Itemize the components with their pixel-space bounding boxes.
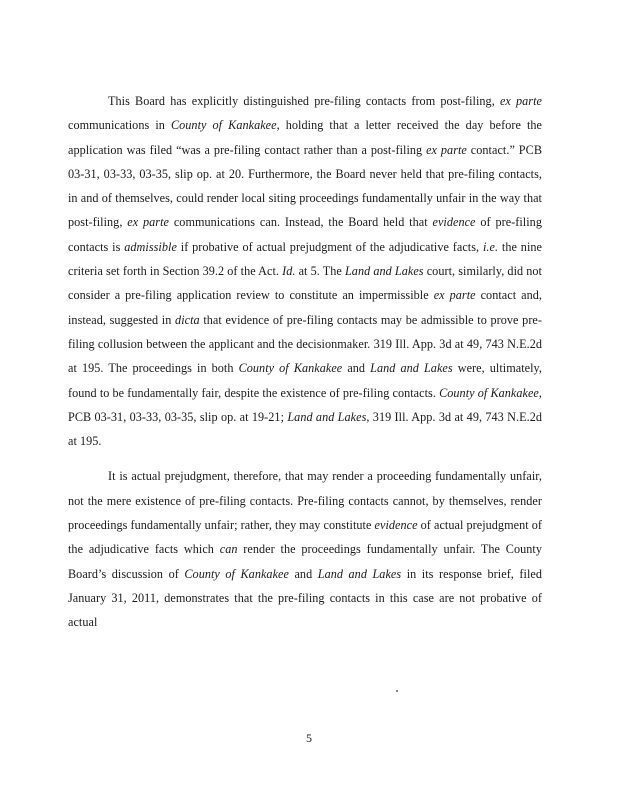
paragraph-1 [68,89,542,453]
text-run: if probative of actual prejudgment of the adjudicative facts, [176,239,483,254]
text-run: , holding that a letter received the day before the application was filed “was a pre-filing contact rather than a post-filing [68,118,543,157]
italic-run: ex parte [426,142,467,157]
italic-run: Land and Lakes [370,361,453,376]
text-run: communications can. Instead, the Board held that [169,215,433,230]
text-run: court, similarly, did not consider a pre-filing application review to constitute an impermissible [68,264,542,303]
text-run: and [342,361,371,376]
scan-speck [396,690,398,692]
italic-run: can [219,542,238,557]
text-run: , 319 Ill. App. 3d at 49, 743 N.E.2d at 195. [68,409,542,449]
page-number: 5 [306,731,312,745]
document-body [68,89,542,635]
italic-run: evidence [374,518,418,533]
text-run: that evidence of pre-filing contacts may be admissible to prove pre-filing collusion between the applicant and the decisionmaker. 319 Ill. App. 3d at 49, 743 N.E.2d at 195. The proceedings in both [68,312,542,376]
italic-run: ex parte [127,215,169,230]
paragraph-2 [68,464,542,634]
italic-run: i.e. [482,239,499,254]
italic-run: Id. [282,264,296,279]
italic-run: Land and Lakes [287,409,367,424]
text-run: of pre-filing contacts is [68,215,542,254]
italic-run: Land and Lakes [344,264,424,279]
text-run: This Board has explicitly distinguished pre-filing contacts from post-filing, [108,94,500,108]
italic-run: County of Kankakee [439,385,539,400]
text-run: communications in [68,118,171,133]
italic-run: ex parte [499,94,542,108]
italic-run: evidence [432,215,476,230]
italic-run: admissible [124,239,177,254]
italic-run: County of Kankakee [184,566,289,581]
text-run: contact.” PCB 03-31, 03-33, 03-35, slip op. at 20. Furthermore, the Board never held that pre-filing contacts, in and of themselves, could render local siting proceedings fundamentally unfair in the way that post-filing, [68,142,542,230]
italic-run: ex parte [433,288,476,303]
text-run: contact and, instead, suggested in [68,288,542,327]
text-run: of actual prejudgment of the adjudicative facts which [68,518,542,557]
text-run: It is actual prejudgment, therefore, that may render a proceeding fundamentally unfair, not the mere existence of pre-filing contacts. Pre-filing contacts cannot, by themselves, render proceedings fundamentally unfair; rather, they may constitute [68,469,542,533]
italic-run: dicta [175,312,200,327]
text-run: render the proceedings fundamentally unfair. The County Board’s discussion of [68,542,542,581]
italic-run: Land and Lakes [317,566,402,581]
text-run: at 5. The [295,264,345,279]
italic-run: County of Kankakee [238,361,343,376]
text-run: and [288,566,318,581]
text-run: in its response brief, filed January 31, 2011, demonstrates that the pre-filing contacts in this case are not probative of actual [68,566,542,630]
text-run: the nine criteria set forth in Section 39.2 of the Act. [68,239,542,279]
italic-run: County of Kankakee [170,118,277,133]
text-run: were, ultimately, found to be fundamentally fair, despite the existence of pre-filing contacts. [68,361,543,400]
text-run: , PCB 03-31, 03-33, 03-35, slip op. at 19-21; [68,385,542,424]
